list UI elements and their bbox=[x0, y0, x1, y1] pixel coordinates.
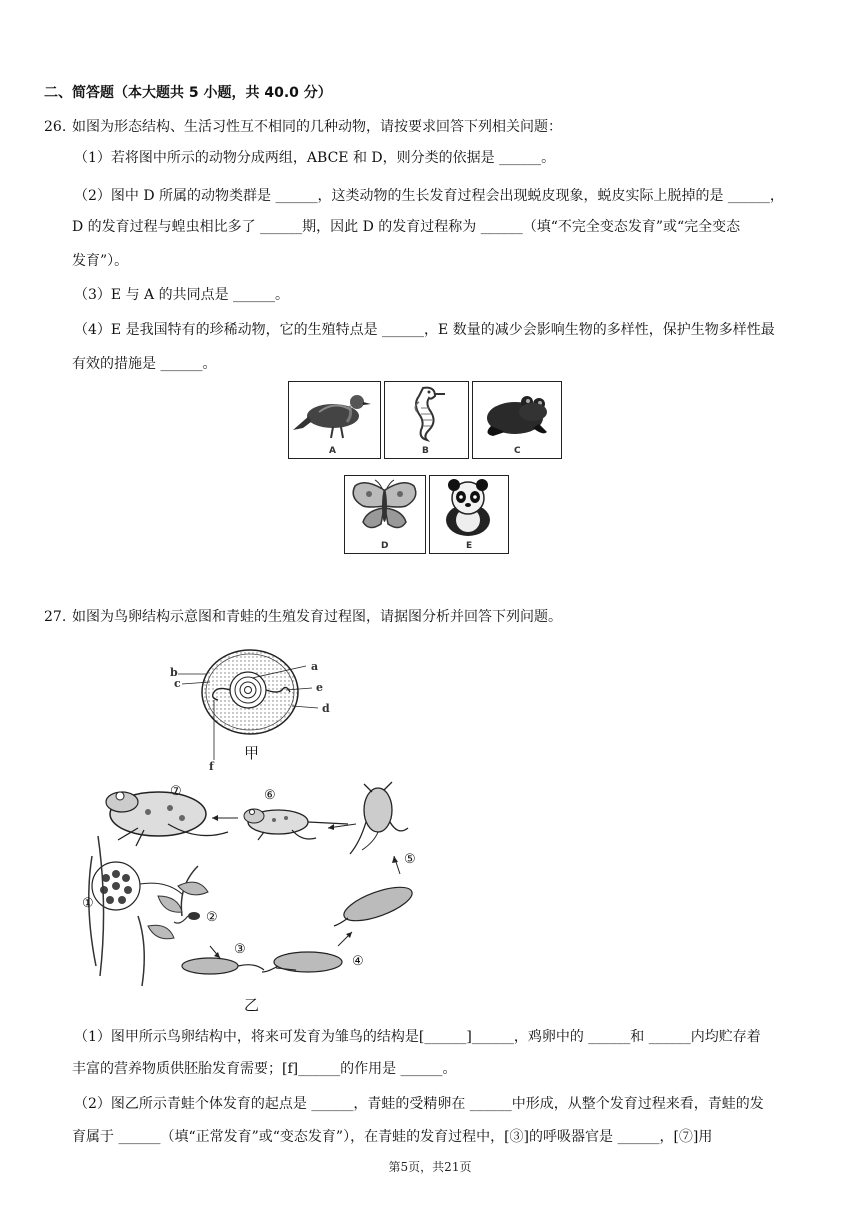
q26-part4-line1: （4）E 是我国特有的珍稀动物，它的生殖特点是 ______，E 数量的减少会影响生物的多样性，保护生物多样性最 bbox=[74, 322, 775, 338]
q27-part1-cont bbox=[72, 1054, 822, 1085]
q26-part2-cont2 bbox=[72, 246, 822, 277]
label-c: C bbox=[514, 446, 521, 456]
stage-4-label: ④ bbox=[352, 954, 364, 969]
question-number: 27. bbox=[44, 609, 67, 625]
frog-icon bbox=[473, 382, 560, 444]
label-e: E bbox=[466, 541, 473, 551]
animal-d-butterfly bbox=[344, 475, 426, 554]
pigeon-icon bbox=[289, 382, 379, 444]
q27-part1-line2: 丰富的营养物质供胚胎发育需要；[f]______的作用是 ______。 bbox=[72, 1061, 457, 1077]
stage-7-label: ⑦ bbox=[170, 784, 182, 799]
figure-jia-caption: 甲 bbox=[244, 744, 260, 762]
stage-3-label: ③ bbox=[234, 942, 246, 957]
stage-5-label: ⑤ bbox=[404, 852, 416, 867]
egg-label-e: e bbox=[316, 681, 323, 694]
egg-label-a: a bbox=[311, 660, 319, 673]
q27-part1 bbox=[74, 1022, 824, 1053]
egg-label-d: d bbox=[322, 702, 330, 715]
animal-e-panda bbox=[429, 475, 509, 554]
q27-part2-line1: （2）图乙所示青蛙个体发育的起点是 ______，青蛙的受精卵在 ______中形成，从整个发育过程来看，青蛙的发 bbox=[74, 1096, 764, 1112]
page-footer: 第5页，共21页 bbox=[388, 1160, 472, 1174]
q27-part1-line1: （1）图甲所示鸟卵结构中，将来可发育为雏鸟的结构是[______]______，鸡卵中的 ______和 ______内均贮存着 bbox=[74, 1029, 761, 1045]
question-27-stem bbox=[44, 602, 822, 633]
egg-label-c: c bbox=[174, 677, 181, 690]
label-d: D bbox=[381, 541, 389, 551]
question-text: 如图为鸟卵结构示意图和青蛙的生殖发育过程图，请据图分析并回答下列问题。 bbox=[72, 609, 562, 625]
question-text: 如图为形态结构、生活习性互不相同的几种动物，请按要求回答下列相关问题： bbox=[72, 119, 562, 135]
butterfly-icon bbox=[345, 476, 424, 540]
figure-yi-caption: 乙 bbox=[244, 996, 260, 1014]
label-b: B bbox=[422, 446, 429, 456]
q26-part2-line3: 发育”）。 bbox=[72, 253, 129, 269]
animal-a-pigeon bbox=[288, 381, 381, 459]
q26-part2 bbox=[74, 181, 824, 212]
animal-b-seahorse bbox=[384, 381, 469, 459]
question-26-stem bbox=[44, 112, 822, 143]
panda-icon bbox=[430, 476, 507, 540]
stage-1-label: ① bbox=[82, 896, 94, 911]
section-title: 二、简答题（本大题共 5 小题，共 40.0 分） bbox=[44, 85, 332, 101]
q26-part3 bbox=[74, 280, 824, 311]
q26-part2-line2: D 的发育过程与蝗虫相比多了 ______期，因此 D 的发育过程称为 ______（填“不完全变态发育”或“完全变态 bbox=[72, 219, 741, 235]
frog-lifecycle-figure bbox=[78, 776, 438, 1016]
q26-part4 bbox=[74, 315, 824, 346]
q27-part2-cont bbox=[72, 1122, 822, 1153]
animal-c-frog bbox=[472, 381, 562, 459]
egg-label-f: f bbox=[209, 760, 214, 773]
stage-6-label: ⑥ bbox=[264, 788, 276, 803]
stage-2-label: ② bbox=[206, 910, 218, 925]
egg-label-b: b bbox=[170, 666, 178, 679]
q26-part2-cont bbox=[72, 212, 822, 243]
q27-part2 bbox=[74, 1089, 824, 1120]
question-number: 26. bbox=[44, 119, 67, 135]
label-a: A bbox=[329, 446, 336, 456]
q26-part2-line1: （2）图中 D 所属的动物类群是 ______，这类动物的生长发育过程会出现蜕皮现象，蜕皮实际上脱掉的是 ______， bbox=[74, 188, 784, 204]
q26-part3-text: （3）E 与 A 的共同点是 ______。 bbox=[74, 287, 290, 303]
q26-part4-cont bbox=[72, 349, 822, 380]
q26-part4-line2: 有效的措施是 ______。 bbox=[72, 356, 217, 372]
seahorse-icon bbox=[385, 382, 467, 444]
frog-lifecycle-diagram bbox=[78, 776, 438, 1016]
q26-part1 bbox=[74, 143, 824, 174]
q26-part1-text: （1）若将图中所示的动物分成两组，ABCE 和 D，则分类的依据是 ______。 bbox=[74, 150, 556, 166]
q27-part2-line2: 育属于 ______（填“正常发育”或“变态发育”），在青蛙的发育过程中，[③]的呼吸器官是 ______，[⑦]用 bbox=[72, 1129, 713, 1145]
